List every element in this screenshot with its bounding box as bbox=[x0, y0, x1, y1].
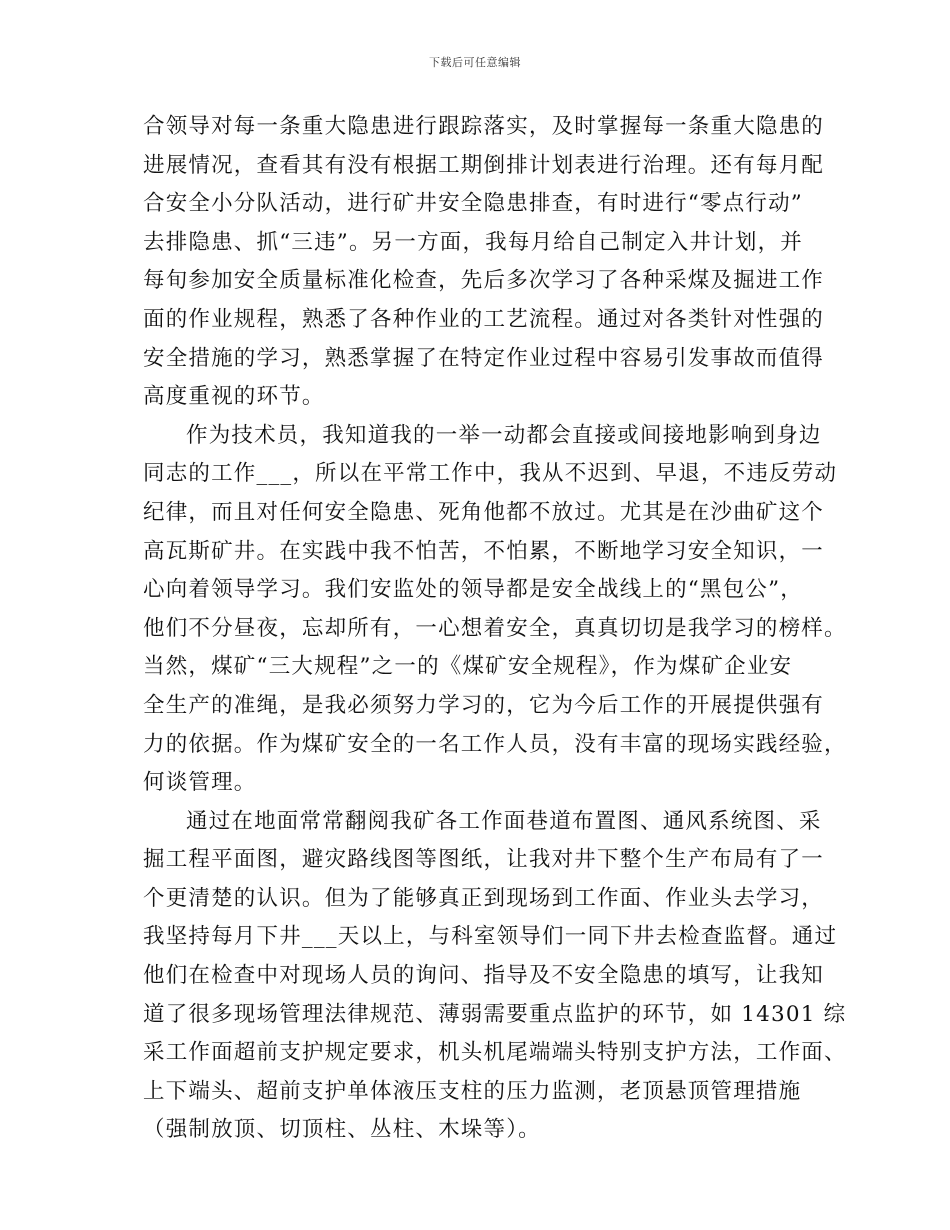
text-line: 安全措施的学习，熟悉掌握了在特定作业过程中容易引发事故而值得 bbox=[143, 345, 825, 371]
text-line: 全生产的准绳，是我必须努力学习的，它为今后工作的开展提供强有 bbox=[143, 692, 825, 718]
text-line: （强制放顶、切顶柱、丛柱、木垛等）。 bbox=[143, 1117, 541, 1143]
text-line: 作为技术员，我知道我的一举一动都会直接或间接地影响到身边 bbox=[186, 422, 822, 448]
text-line: 同志的工作___，所以在平常工作中，我从不迟到、早退，不违反劳动 bbox=[143, 461, 838, 487]
text-line: 心向着领导学习。我们安监处的领导都是安全战线上的“黑包公”， bbox=[143, 577, 803, 603]
text-line: 力的依据。作为煤矿安全的一名工作人员，没有丰富的现场实践经验， bbox=[143, 731, 847, 757]
text-line: 采工作面超前支护规定要求，机头机尾端端头特别支护方法，工作面、 bbox=[143, 1040, 847, 1066]
page-header: 下载后可任意编辑 bbox=[429, 56, 521, 69]
text-line: 去排隐患、抓“三违”。另一方面，我每月给自己制定入井计划，并 bbox=[143, 229, 803, 255]
text-line: 每旬参加安全质量标准化检查，先后多次学习了各种采煤及掘进工作 bbox=[143, 268, 825, 294]
text-line: 他们在检查中对现场人员的询问、指导及不安全隐患的填写，让我知 bbox=[143, 963, 825, 989]
paragraph-1 bbox=[143, 108, 825, 417]
text-line: 何谈管理。 bbox=[143, 770, 257, 796]
paragraph-2 bbox=[143, 417, 847, 803]
document-body bbox=[143, 108, 847, 1150]
text-line: 高瓦斯矿井。在实践中我不怕苦，不怕累，不断地学习安全知识，一 bbox=[143, 538, 825, 564]
text-line: 合领导对每一条重大隐患进行跟踪落实，及时掌握每一条重大隐患的 bbox=[143, 114, 825, 139]
text-line: 掘工程平面图，避灾路线图等图纸，让我对井下整个生产布局有了一 bbox=[143, 847, 825, 873]
text-line: 上下端头、超前支护单体液压支柱的压力监测，老顶悬顶管理措施 bbox=[143, 1078, 802, 1104]
text-line: 通过在地面常常翻阅我矿各工作面巷道布置图、通风系统图、采 bbox=[186, 808, 822, 834]
text-line: 面的作业规程，熟悉了各种作业的工艺流程。通过对各类针对性强的 bbox=[143, 306, 825, 332]
text-line: 当然，煤矿“三大规程”之一的《煤矿安全规程》，作为煤矿企业安 bbox=[143, 654, 793, 680]
text-line: 纪律，而且对任何安全隐患、死角他都不放过。尤其是在沙曲矿这个 bbox=[143, 499, 825, 525]
text-line: 进展情况，查看其有没有根据工期倒排计划表进行治理。还有每月配 bbox=[143, 152, 825, 178]
paragraph-3 bbox=[143, 803, 847, 1150]
text-line: 合安全小分队活动，进行矿井安全隐患排查，有时进行“零点行动” bbox=[143, 191, 803, 217]
text-line: 我坚持每月下井___天以上，与科室领导们一同下井去检查监督。通过 bbox=[143, 924, 838, 950]
text-line: 他们不分昼夜，忘却所有，一心想着安全，真真切切是我学习的榜样。 bbox=[143, 615, 847, 641]
text-line: 个更清楚的认识。但为了能够真正到现场到工作面、作业头去学习， bbox=[143, 885, 825, 911]
text-line: 高度重视的环节。 bbox=[143, 384, 325, 410]
text-line: 道了很多现场管理法律规范、薄弱需要重点监护的环节，如 14301 综 bbox=[143, 1001, 847, 1027]
